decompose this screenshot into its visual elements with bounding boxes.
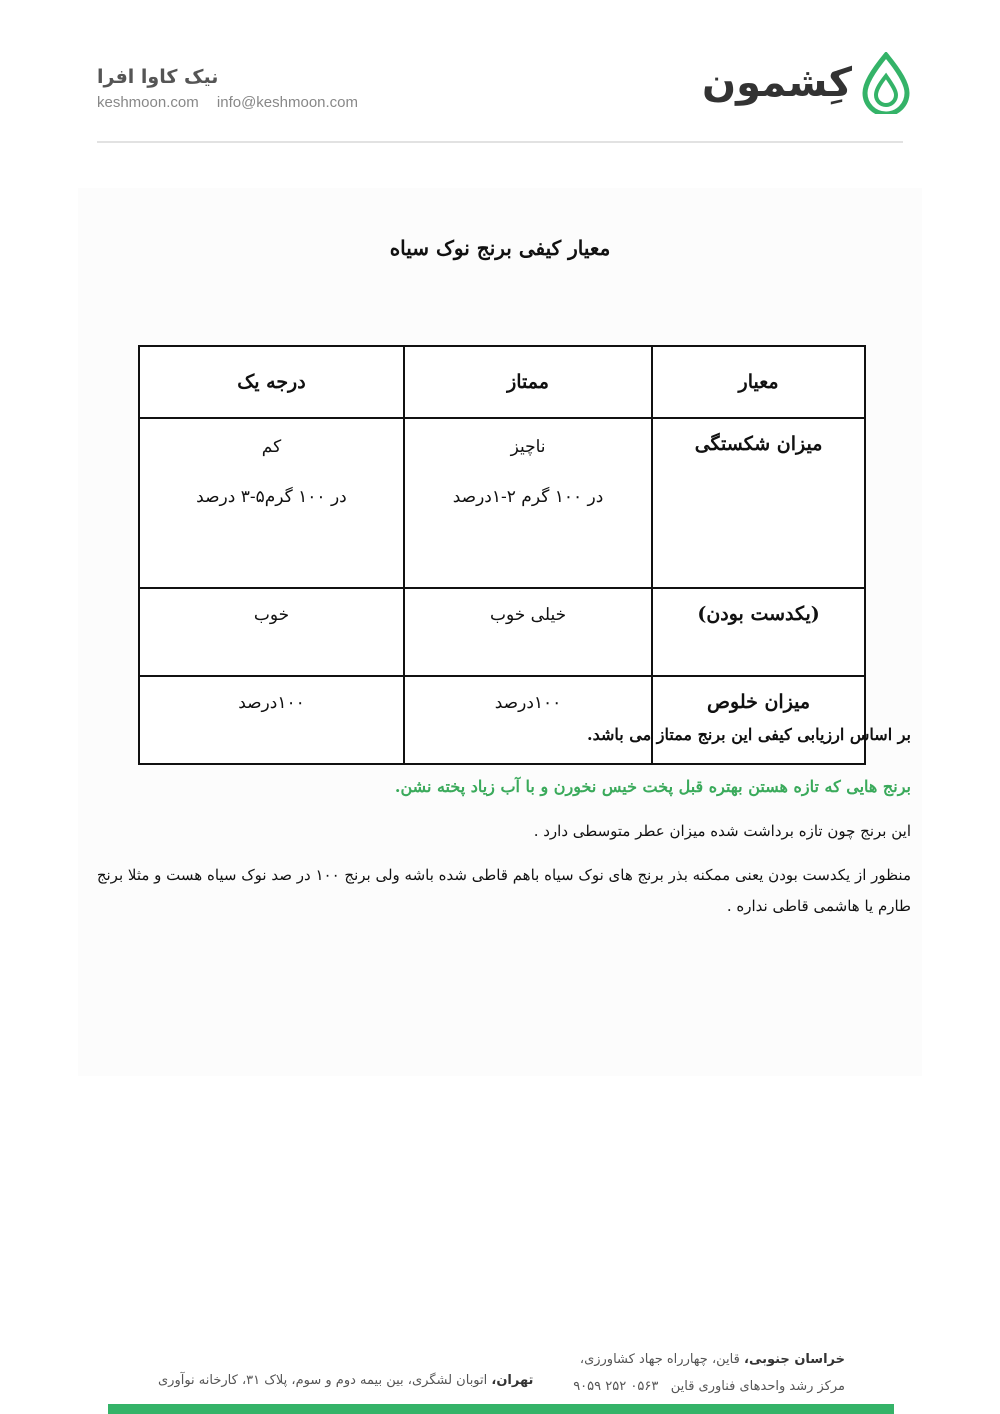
company-name: نیک کاوا افرا: [97, 66, 219, 88]
table-row: [139, 418, 865, 588]
footer-accent-bar: [108, 1404, 894, 1414]
cell-line: خوب: [253, 605, 290, 625]
leaf-logo-icon: [862, 52, 910, 114]
aroma-paragraph: این برنج چون تازه برداشت شده میزان عطر متوسطی دارد .: [533, 822, 911, 840]
conclusion-paragraph: بر اساس ارزیابی کیفی این برنج ممتاز می باشد.: [587, 725, 911, 744]
brand-logo: [702, 52, 910, 114]
quality-table: [138, 345, 866, 765]
tehran-address: [158, 1373, 533, 1388]
logo-wordmark: کِشمون: [702, 60, 852, 106]
header-criterion: معیار: [652, 346, 865, 418]
tehran-address-text: اتوبان لشگری، بین بیمه دوم و سوم، پلاک ۳۱، کارخانه نوآوری: [158, 1373, 492, 1388]
table-row: [139, 588, 865, 676]
row-criterion: میزان خلوص: [652, 676, 865, 764]
center-label: مرکز رشد واحدهای فناوری قاین: [670, 1379, 845, 1394]
email-link[interactable]: info@keshmoon.com: [216, 94, 359, 111]
cell-line: در ۱۰۰ گرم۵-۳ درصد: [196, 487, 347, 507]
tip-paragraph: برنج هایی که تازه هستن بهتره قبل پخت خیس نخورن و با آب زیاد پخته نشن.: [394, 777, 911, 796]
row-criterion: (یکدست بودن): [652, 588, 865, 676]
cell-grade-one: [139, 588, 404, 676]
cell-line: کم: [261, 437, 282, 457]
cell-grade-one: [139, 418, 404, 588]
uniformity-paragraph: منظور از یکدست بودن یعنی ممکنه بذر برنج های نوک سیاه باهم قاطی شده باشه ولی برنج ۱۰۰ در صد نوک سیاه هست و مثلا برنج طارم یا هاشمی قاطی نداره .: [96, 866, 911, 915]
page-header: [0, 0, 1000, 150]
cell-line: ناچیز: [510, 437, 546, 457]
company-contacts: [97, 94, 358, 111]
row-criterion: میزان شکستگی: [652, 418, 865, 588]
header-excellent: ممتاز: [404, 346, 652, 418]
province-label: خراسان جنوبی،: [744, 1352, 845, 1367]
cell-excellent: [404, 588, 652, 676]
cell-line: خیلی خوب: [489, 605, 567, 625]
website-link[interactable]: keshmoon.com: [97, 94, 199, 111]
cell-line: ۱۰۰درصد: [494, 693, 562, 713]
header-divider: [97, 141, 903, 143]
cell-line: ۱۰۰درصد: [238, 693, 305, 713]
page-footer: [0, 1330, 1000, 1414]
cell-line: در ۱۰۰ گرم ۲-۱درصد: [452, 487, 604, 507]
tehran-label: تهران،: [491, 1373, 534, 1388]
document-title: معیار کیفی برنج نوک سیاه: [389, 236, 611, 260]
khorasan-address: [573, 1346, 845, 1400]
table-header-row: [139, 346, 865, 418]
cell-excellent: [404, 418, 652, 588]
province-address: قاین، چهارراه جهاد کشاورزی،: [579, 1352, 744, 1367]
header-grade-one: درجه یک: [139, 346, 404, 418]
phone-number: ۰۵۶۳ ۲۵۲ ۹۰۵۹: [573, 1379, 659, 1394]
company-info: [97, 66, 358, 111]
document-body: [96, 722, 911, 922]
